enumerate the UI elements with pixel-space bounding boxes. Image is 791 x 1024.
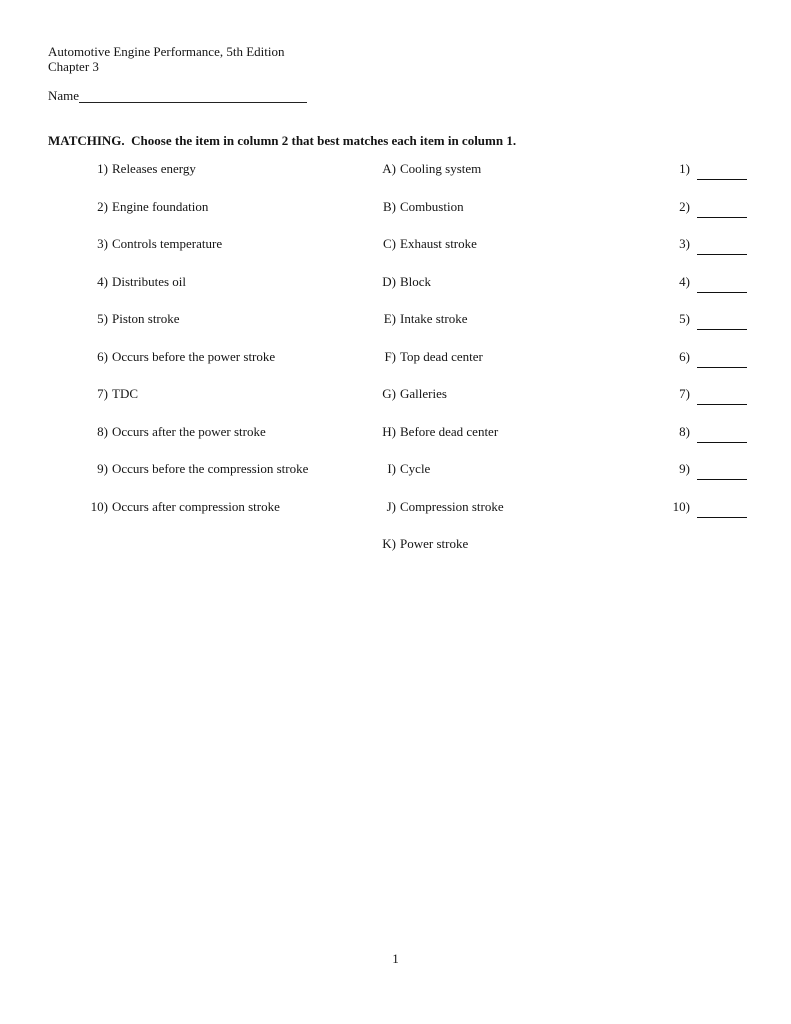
name-line xyxy=(48,88,307,103)
option-letter: G) xyxy=(382,386,396,401)
matching-row xyxy=(0,311,791,333)
match-item-text: Controls temperature xyxy=(112,236,223,251)
name-blank-line xyxy=(79,88,307,103)
match-item-text: Occurs before the compression stroke xyxy=(112,461,309,476)
matching-row xyxy=(0,274,791,296)
answer-number: 5) xyxy=(679,311,690,326)
answer-blank-line xyxy=(697,442,747,443)
match-item-number: 8) xyxy=(97,423,108,439)
match-item-number: 3) xyxy=(97,236,108,251)
option-text: Cooling system xyxy=(400,161,482,176)
match-item-text: Occurs before the power stroke xyxy=(112,348,276,364)
document-header xyxy=(48,45,284,74)
match-item-number: 6) xyxy=(97,348,108,364)
page-number: 1 xyxy=(392,951,399,966)
match-item-number: 7) xyxy=(97,386,108,401)
answer-number: 6) xyxy=(679,348,690,364)
answer-blank-line xyxy=(697,254,747,255)
option-text: Galleries xyxy=(400,386,447,401)
name-label: Name xyxy=(48,88,80,103)
matching-row xyxy=(0,161,791,183)
answer-number: 10) xyxy=(672,498,690,514)
option-letter: D) xyxy=(382,273,396,289)
answer-blank-line xyxy=(697,329,747,330)
answer-number: 4) xyxy=(679,273,690,289)
match-item-text: Distributes oil xyxy=(112,273,187,289)
doc-title: Automotive Engine Performance, 5th Edition xyxy=(48,44,285,59)
match-item-text: TDC xyxy=(112,386,138,401)
option-text: Combustion xyxy=(400,198,464,214)
matching-row xyxy=(0,536,791,558)
answer-blank-line xyxy=(697,517,747,518)
option-letter: C) xyxy=(383,236,396,251)
match-item-text: Piston stroke xyxy=(112,311,180,326)
option-letter: F) xyxy=(384,348,396,364)
option-text: Power stroke xyxy=(400,536,469,551)
match-item-number: 5) xyxy=(97,311,108,326)
match-item-text: Occurs after compression stroke xyxy=(112,498,280,514)
option-text: Compression stroke xyxy=(400,498,504,514)
answer-blank-line xyxy=(697,404,747,405)
option-letter: H) xyxy=(382,423,396,439)
option-text: Before dead center xyxy=(400,423,499,439)
matching-row xyxy=(0,461,791,483)
option-letter: J) xyxy=(386,498,396,514)
option-letter: I) xyxy=(387,461,396,476)
match-item-number: 10) xyxy=(90,498,108,514)
option-text: Intake stroke xyxy=(400,311,468,326)
option-text: Top dead center xyxy=(400,348,483,364)
option-text: Exhaust stroke xyxy=(400,236,477,251)
answer-number: 9) xyxy=(679,461,690,476)
matching-row xyxy=(0,499,791,521)
match-item-number: 1) xyxy=(97,161,108,176)
option-text: Cycle xyxy=(400,461,431,476)
answer-number: 2) xyxy=(679,198,690,214)
matching-row xyxy=(0,349,791,371)
answer-blank-line xyxy=(697,479,747,480)
answer-number: 7) xyxy=(679,386,690,401)
option-letter: A) xyxy=(382,161,396,176)
answer-blank-line xyxy=(697,217,747,218)
match-item-number: 9) xyxy=(97,461,108,476)
matching-heading: MATCHING. Choose the item in column 2 that best matches each item in column 1. xyxy=(48,133,517,148)
matching-row xyxy=(0,236,791,258)
answer-blank-line xyxy=(697,179,747,180)
matching-row xyxy=(0,424,791,446)
matching-row xyxy=(0,386,791,408)
match-item-text: Releases energy xyxy=(112,161,196,176)
matching-row xyxy=(0,199,791,221)
option-letter: B) xyxy=(383,198,396,214)
match-item-number: 4) xyxy=(97,273,108,289)
answer-number: 3) xyxy=(679,236,690,251)
match-item-text: Engine foundation xyxy=(112,198,209,214)
option-letter: K) xyxy=(382,536,396,551)
option-letter: E) xyxy=(383,311,396,326)
option-text: Block xyxy=(400,273,432,289)
chapter-label: Chapter 3 xyxy=(48,58,99,74)
match-item-number: 2) xyxy=(97,198,108,214)
answer-blank-line xyxy=(697,292,747,293)
answer-blank-line xyxy=(697,367,747,368)
answer-number: 1) xyxy=(679,161,690,176)
match-item-text: Occurs after the power stroke xyxy=(112,423,266,439)
answer-number: 8) xyxy=(679,423,690,439)
